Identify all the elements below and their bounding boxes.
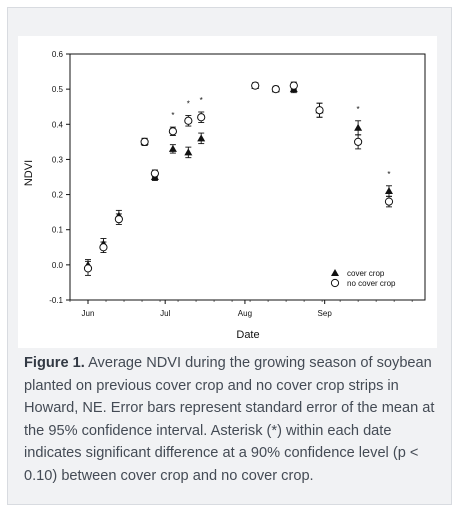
significance-asterisk: * [186,99,190,109]
x-axis-title: Date [236,329,260,341]
no-cover-crop-point [115,216,122,223]
y-axis-title: NDVI [23,159,35,187]
no-cover-crop-point [198,114,205,121]
caption-lead: Figure 1. [24,355,85,371]
x-tick-label: Sep [317,309,332,318]
no-cover-crop-point [151,170,158,177]
no-cover-crop-point [272,86,279,93]
significance-asterisk: * [387,169,391,179]
ndvi-chart [18,36,437,348]
no-cover-crop-point [185,117,192,124]
figure-card [7,7,452,505]
no-cover-crop-point [84,265,91,272]
no-cover-crop-point [100,244,107,251]
legend-no-cover-crop-marker [331,279,338,286]
significance-asterisk: * [199,95,203,105]
no-cover-crop-point [252,82,259,89]
y-tick-label: 0.2 [51,190,63,200]
significance-asterisk: * [356,104,360,114]
no-cover-crop-point [290,82,297,89]
caption-body: Average NDVI during the growing season of soybean planted on previous cover crop and no cover crop strips in Howard, NE. Error bars represent standard error of the mean at the 95% confidence interval. Asterisk (*) within each date indicates significant difference at a 90% confidence level (p < 0.10) between cover crop and no cover crop. [24,355,435,484]
no-cover-crop-point [355,138,362,145]
x-tick-label: Jun [81,309,95,318]
y-tick-label: 0.4 [51,120,63,130]
y-tick-label: 0.3 [51,155,63,165]
x-tick-label: Aug [237,309,253,318]
no-cover-crop-point [141,138,148,145]
chart-svg [18,36,437,348]
no-cover-crop-point [316,107,323,114]
y-tick-label: 0.6 [51,50,63,59]
significance-asterisk: * [171,111,175,121]
no-cover-crop-point [385,198,392,205]
legend-cover-crop-label: cover crop [347,269,385,278]
no-cover-crop-point [169,128,176,135]
figure-caption [24,352,444,487]
chart-background [18,36,437,348]
x-tick-label: Jul [160,309,171,318]
y-tick-label: 0.5 [51,85,63,95]
y-tick-label: 0.1 [51,225,63,235]
y-tick-label: 0.0 [51,260,63,270]
y-tick-label: -0.1 [49,296,63,305]
legend-no-cover-crop-label: no cover crop [347,279,396,288]
